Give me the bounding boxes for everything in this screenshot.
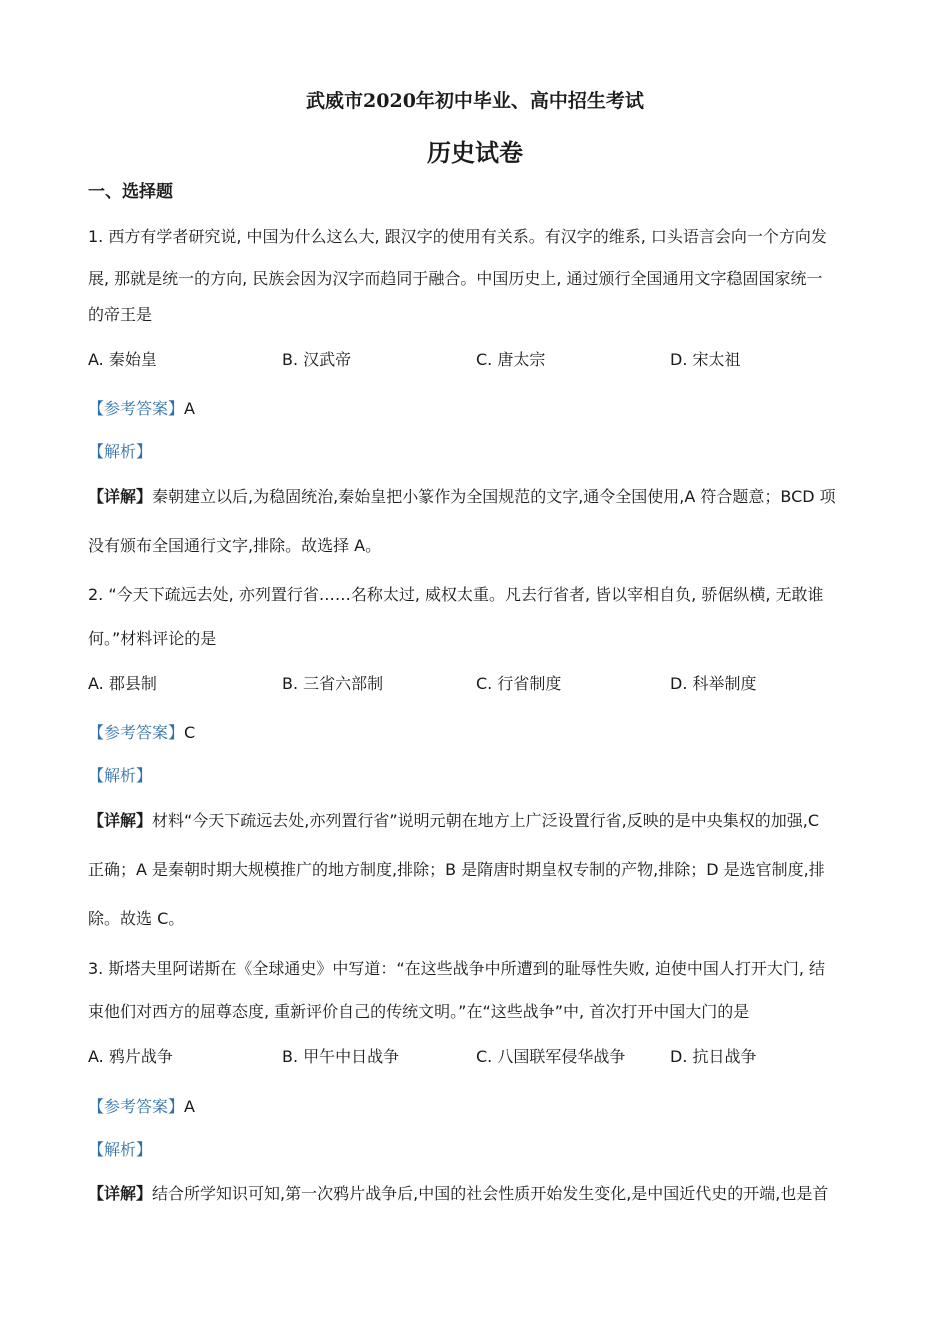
question-text-line: 2. “今天下疏远去处, 亦列置行省……名称太过, 威权太重。凡去行省者, 皆以宰相自负, 骄倨纵横, 无敢谁 <box>88 585 824 604</box>
option-c: C. 八国联军侵华战争 <box>476 1047 626 1066</box>
detail-text: 材料“今天下疏远去处,亦列置行省”说明元朝在地方上广泛设置行省,反映的是中央集权的加强,C <box>152 811 820 830</box>
analysis-label: 【解析】 <box>88 442 153 461</box>
answer-value: A <box>184 399 195 418</box>
detail-line <box>88 810 819 832</box>
answer-value: C <box>184 723 196 742</box>
question-text-line: 的帝王是 <box>88 305 153 324</box>
subject-title: 历史试卷 <box>427 138 523 167</box>
exam-title: 武威市2020年初中毕业、高中招生考试 <box>306 90 644 112</box>
detail-label: 【详解】 <box>88 811 153 830</box>
question-text-line: 束他们对西方的屈尊态度, 重新评价自己的传统文明。”在“这些战争”中, 首次打开中国大门的是 <box>88 1002 750 1021</box>
answer-value: A <box>184 1097 195 1116</box>
option-b: B. 汉武帝 <box>282 350 352 369</box>
reference-answer <box>88 722 195 744</box>
detail-line <box>88 486 836 508</box>
detail-line: 正确；A 是秦朝时期大规模推广的地方制度,排除；B 是隋唐时期皇权专制的产物,排除；D 是选官制度,排 <box>88 860 825 879</box>
detail-line: 没有颁布全国通行文字,排除。故选择 A。 <box>88 536 382 555</box>
detail-text: 秦朝建立以后,为稳固统治,秦始皇把小篆作为全国规范的文字,通令全国使用,A 符合题意；BCD 项 <box>152 487 836 506</box>
analysis-label: 【解析】 <box>88 766 153 785</box>
option-d: D. 宋太祖 <box>670 350 741 369</box>
option-a: A. 郡县制 <box>88 674 157 693</box>
section-heading: 一、选择题 <box>88 182 173 202</box>
question-text-line: 1. 西方有学者研究说, 中国为什么这么大, 跟汉字的使用有关系。有汉字的维系, 口头语言会向一个方向发 <box>88 227 827 246</box>
analysis-label: 【解析】 <box>88 1140 153 1159</box>
question-text-line: 3. 斯塔夫里阿诺斯在《全球通史》中写道：“在这些战争中所遭到的耻辱性失败, 迫使中国人打开大门, 结 <box>88 959 825 978</box>
answer-label: 【参考答案】 <box>88 399 185 418</box>
answer-label: 【参考答案】 <box>88 723 185 742</box>
option-a: A. 秦始皇 <box>88 350 157 369</box>
question-text-line: 何。”材料评论的是 <box>88 629 217 648</box>
reference-answer <box>88 398 195 420</box>
question-text-line: 展, 那就是统一的方向, 民族会因为汉字而趋同于融合。中国历史上, 通过颁行全国通用文字稳固国家统一 <box>88 269 823 288</box>
answer-label: 【参考答案】 <box>88 1097 185 1116</box>
reference-answer <box>88 1096 195 1118</box>
option-d: D. 科举制度 <box>670 674 757 693</box>
option-d: D. 抗日战争 <box>670 1047 757 1066</box>
detail-line: 除。故选 C。 <box>88 909 185 928</box>
detail-text: 结合所学知识可知,第一次鸦片战争后,中国的社会性质开始发生变化,是中国近代史的开端,也是首 <box>152 1184 829 1203</box>
option-b: B. 三省六部制 <box>282 674 384 693</box>
option-c: C. 行省制度 <box>476 674 562 693</box>
detail-line <box>88 1183 828 1205</box>
detail-label: 【详解】 <box>88 1184 153 1203</box>
option-b: B. 甲午中日战争 <box>282 1047 400 1066</box>
option-a: A. 鸦片战争 <box>88 1047 173 1066</box>
option-c: C. 唐太宗 <box>476 350 546 369</box>
detail-label: 【详解】 <box>88 487 153 506</box>
